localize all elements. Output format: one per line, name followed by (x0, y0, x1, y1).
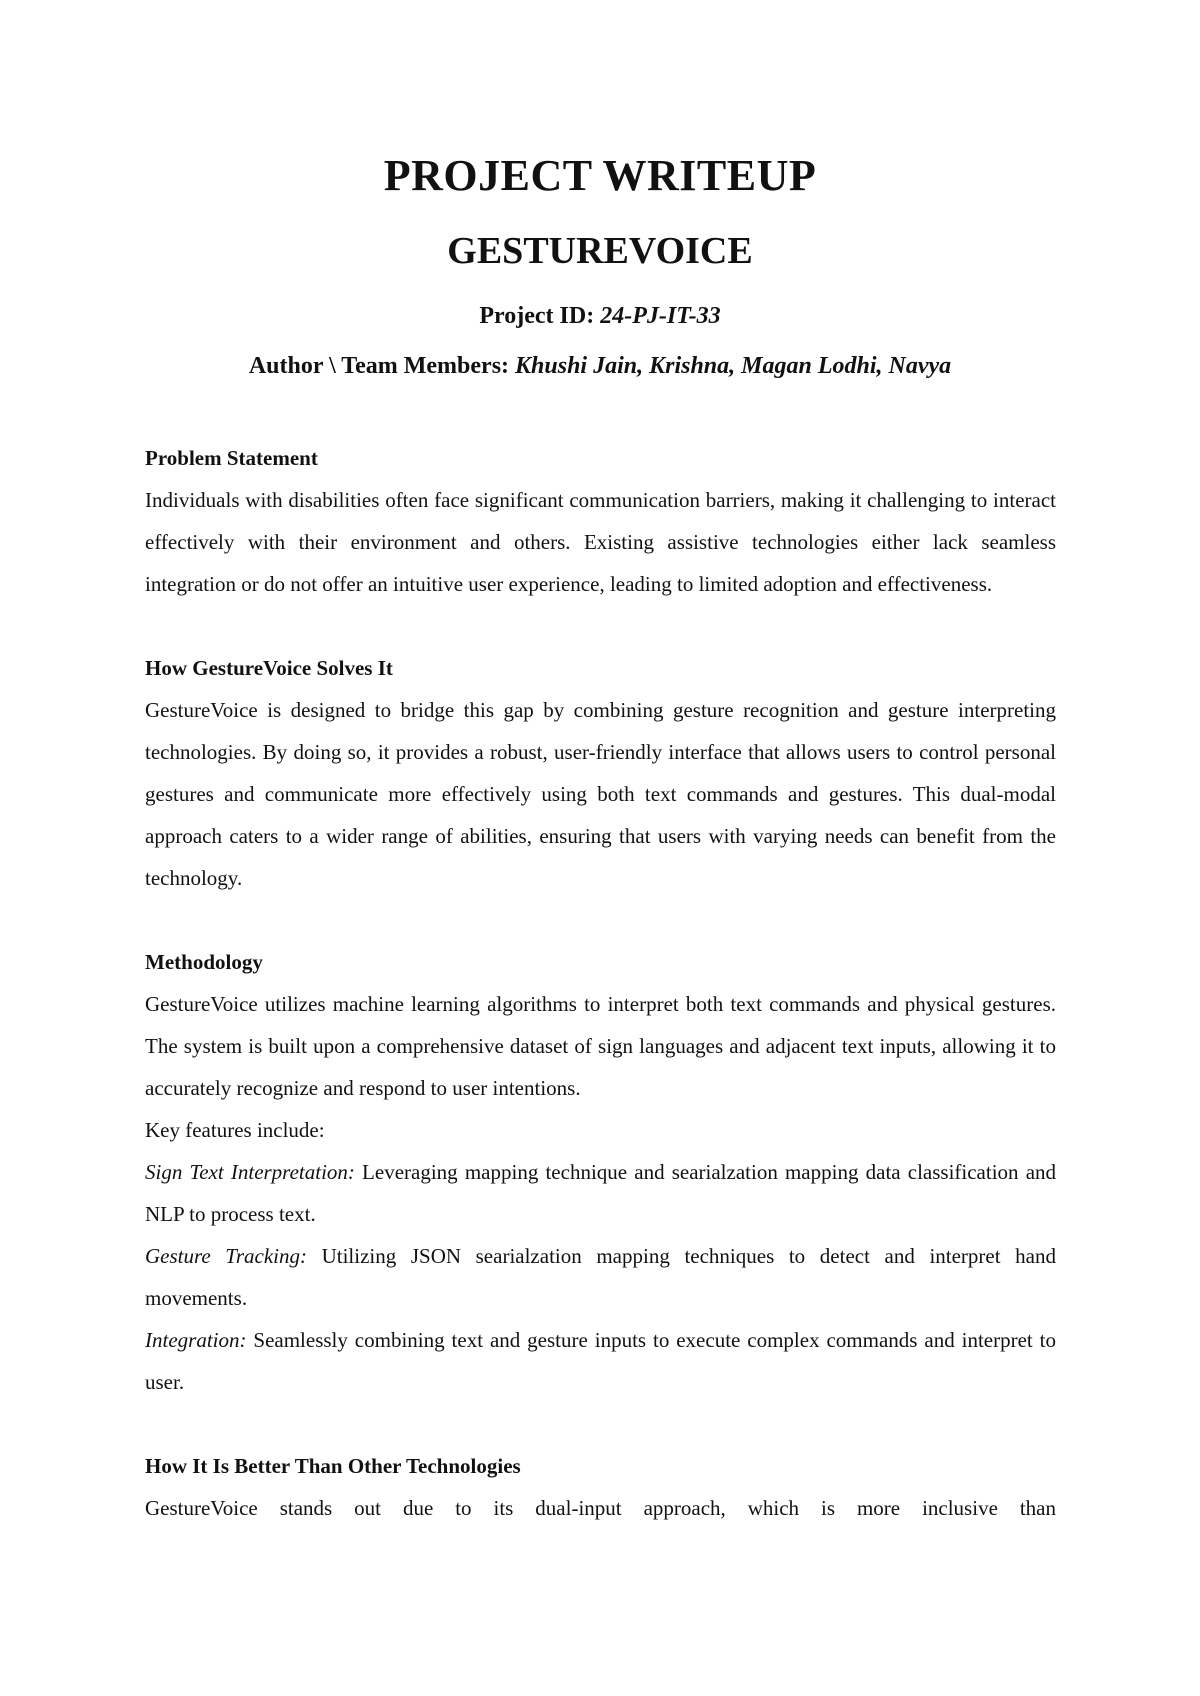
section-heading: How GestureVoice Solves It (145, 656, 393, 680)
authors-label: Author \ Team Members: (248, 353, 516, 379)
section-heading: Problem Statement (145, 446, 318, 470)
document-title: PROJECT WRITEUP (383, 151, 817, 200)
section-heading: How It Is Better Than Other Technologies (145, 1454, 521, 1478)
authors-line (0, 351, 1200, 381)
section-problem-statement (145, 437, 1056, 605)
project-id-value: 24-PJ-IT-33 (600, 303, 721, 329)
feature-name: Gesture Tracking: (145, 1244, 307, 1268)
project-id-label: Project ID: (479, 303, 601, 329)
section-comparison (145, 1445, 1056, 1529)
feature-item (145, 1319, 1056, 1403)
section-methodology (145, 941, 1056, 1403)
feature-name: Sign Text Interpretation: (145, 1160, 355, 1184)
feature-name: Integration: (145, 1328, 247, 1352)
section-paragraph: GestureVoice utilizes machine learning algorithms to interpret both text commands and physical gestures. The system is built upon a comprehensive dataset of sign languages and adjacent text inputs, allowing it to accurately recognize and respond to user intentions. (145, 992, 1056, 1100)
project-name: GESTUREVOICE (447, 230, 753, 272)
section-paragraph: GestureVoice stands out due to its dual-input approach, which is more inclusive than (145, 1496, 1056, 1520)
document-body (145, 437, 1056, 1571)
authors-value: Khushi Jain, Krishna, Magan Lodhi, Navya (515, 353, 952, 379)
feature-item (145, 1151, 1056, 1235)
feature-text: Utilizing JSON searialzation mapping techniques to detect and interpret hand movements. (145, 1244, 1057, 1310)
section-paragraph: GestureVoice is designed to bridge this gap by combining gesture recognition and gesture interpreting technologies. By doing so, it provides a robust, user-friendly interface that allows users to control personal gestures and communicate more effectively using both text commands and gestures. This dual-modal approach caters to a wider range of abilities, ensuring that users with varying needs can benefit from the technology. (145, 698, 1056, 890)
features-intro: Key features include: (145, 1118, 325, 1142)
feature-text: Leveraging mapping technique and searialzation mapping data classification and NLP to process text. (145, 1160, 1057, 1226)
section-heading: Methodology (145, 950, 263, 974)
project-id-line (0, 301, 1200, 331)
feature-item (145, 1235, 1056, 1319)
section-how-it-solves (145, 647, 1056, 899)
feature-text: Seamlessly combining text and gesture inputs to execute complex commands and interpret to user. (145, 1328, 1056, 1394)
section-paragraph: Individuals with disabilities often face significant communication barriers, making it challenging to interact effectively with their environment and others. Existing assistive technologies either lack seamless integration or do not offer an intuitive user experience, leading to limited adoption and effectiveness. (145, 488, 1056, 596)
